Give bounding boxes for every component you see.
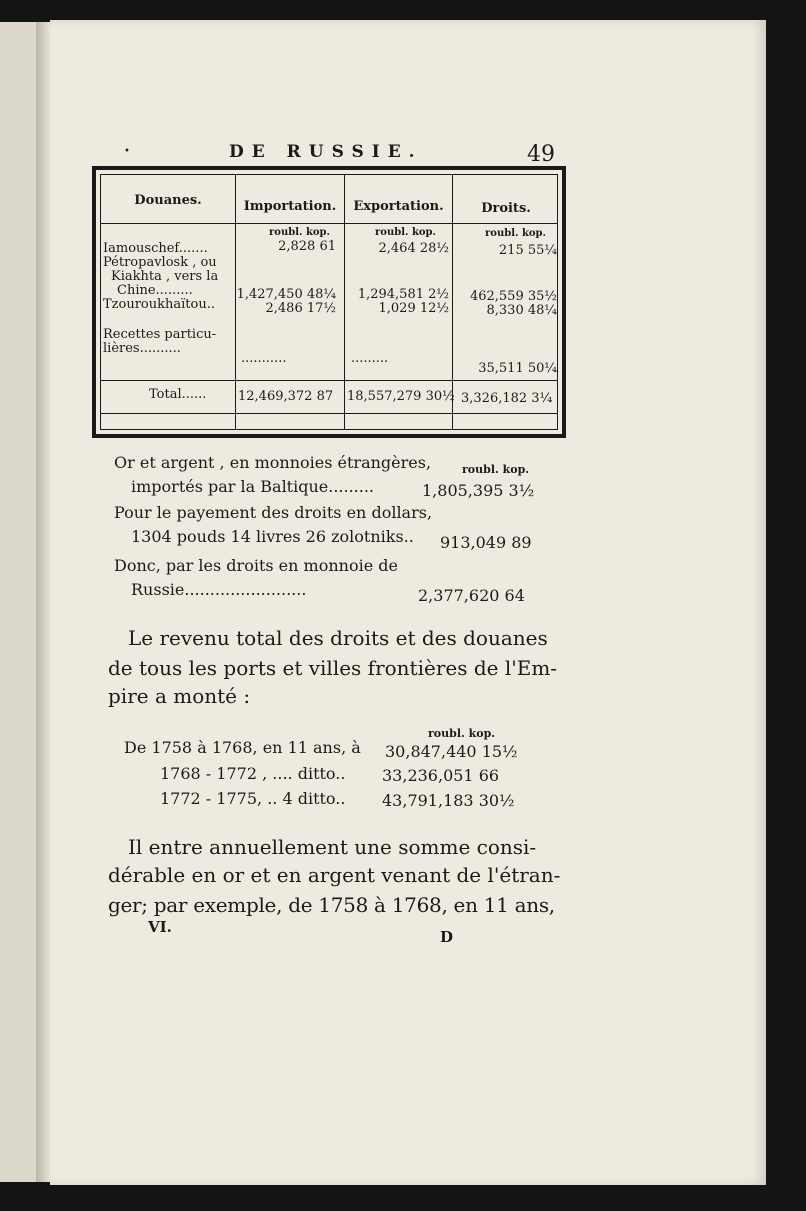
total-droits: 3,326,182 3¼ xyxy=(461,391,553,406)
revenue-value: 30,847,440 15½ xyxy=(385,742,518,761)
entry-line: Russie........................ xyxy=(131,580,307,599)
unit-importation: roubl. kop. xyxy=(269,227,331,238)
customs-table xyxy=(92,166,566,438)
row-name: Pétropavlosk , ou xyxy=(103,255,217,270)
exp-cell: 1,029 12½ xyxy=(378,301,449,316)
revenue-label: 1772 - 1775, .. 4 ditto.. xyxy=(160,789,346,808)
paragraph-line: de tous les ports et villes frontières de l'Em- xyxy=(108,656,558,680)
paragraph-line: dérable en or et en argent venant de l'étran- xyxy=(108,863,561,887)
droits-cell: 8,330 48¼ xyxy=(486,303,557,318)
page-number: 49 xyxy=(527,142,555,167)
entry-value: 913,049 89 xyxy=(440,533,532,552)
row-name: Recettes particu- xyxy=(103,327,217,342)
exp-cell: 1,294,581 2½ xyxy=(357,287,449,302)
paragraph-line: Le revenu total des droits et des douanes xyxy=(128,626,548,650)
entry-value: 1,805,395 3½ xyxy=(422,481,535,500)
total-exp: 18,557,279 30½ xyxy=(347,389,455,404)
droits-cell: 35,511 50¼ xyxy=(478,361,557,376)
paragraph-line: ger; par exemple, de 1758 à 1768, en 11 ans, xyxy=(108,893,555,917)
entry-value: 2,377,620 64 xyxy=(418,586,525,605)
entry-line: Pour le payement des droits en dollars, xyxy=(114,503,433,522)
total-label: Total...... xyxy=(149,387,207,402)
row-name: Chine......... xyxy=(117,283,193,298)
signature-mark: VI. xyxy=(148,918,172,936)
left-page-edge xyxy=(0,22,37,1182)
running-head: DE RUSSIE. xyxy=(229,142,423,162)
row-name: Tzouroukhaïtou.. xyxy=(103,297,215,312)
row-name: lières.......... xyxy=(103,341,181,356)
header-droits: Droits. xyxy=(481,201,531,216)
exp-cell: 2,464 28½ xyxy=(378,241,449,256)
entry-line: 1304 pouds 14 livres 26 zolotniks.. xyxy=(131,527,414,546)
header-exportation: Exportation. xyxy=(353,199,444,214)
row-name: Iamouschef....... xyxy=(103,241,208,256)
header-douanes: Douanes. xyxy=(134,193,202,208)
entry-line: Donc, par les droits en monnoie de xyxy=(114,556,398,575)
revenue-unit: roubl. kop. xyxy=(428,727,496,740)
unit-exportation: roubl. kop. xyxy=(375,227,437,238)
header-importation: Importation. xyxy=(243,199,337,214)
ink-dot: • xyxy=(124,146,130,157)
book-gutter xyxy=(36,22,50,1182)
exp-cell: ......... xyxy=(351,351,389,366)
paragraph-line: Il entre annuellement une somme consi- xyxy=(128,835,537,859)
imp-cell: ........... xyxy=(241,351,287,366)
unit-droits: roubl. kop. xyxy=(485,228,547,239)
revenue-label: De 1758 à 1768, en 11 ans, à xyxy=(124,738,361,757)
revenue-value: 33,236,051 66 xyxy=(382,766,500,785)
paragraph-line: pire a monté : xyxy=(108,684,251,708)
droits-cell: 462,559 35½ xyxy=(469,289,557,304)
revenue-label: 1768 - 1772 , .... ditto.. xyxy=(160,764,346,783)
entries-unit: roubl. kop. xyxy=(462,463,530,476)
entry-line: importés par la Baltique......... xyxy=(131,477,375,496)
imp-cell: 2,486 17½ xyxy=(265,301,336,316)
row-name: Kiakhta , vers la xyxy=(111,269,219,284)
gathering-mark: D xyxy=(440,928,454,946)
total-imp: 12,469,372 87 xyxy=(238,389,334,404)
imp-cell: 1,427,450 48¼ xyxy=(236,287,336,302)
revenue-value: 43,791,183 30½ xyxy=(382,791,515,810)
imp-cell: 2,828 61 xyxy=(278,239,336,254)
droits-cell: 215 55¼ xyxy=(498,243,557,258)
entry-line: Or et argent , en monnoies étrangères, xyxy=(114,453,432,472)
